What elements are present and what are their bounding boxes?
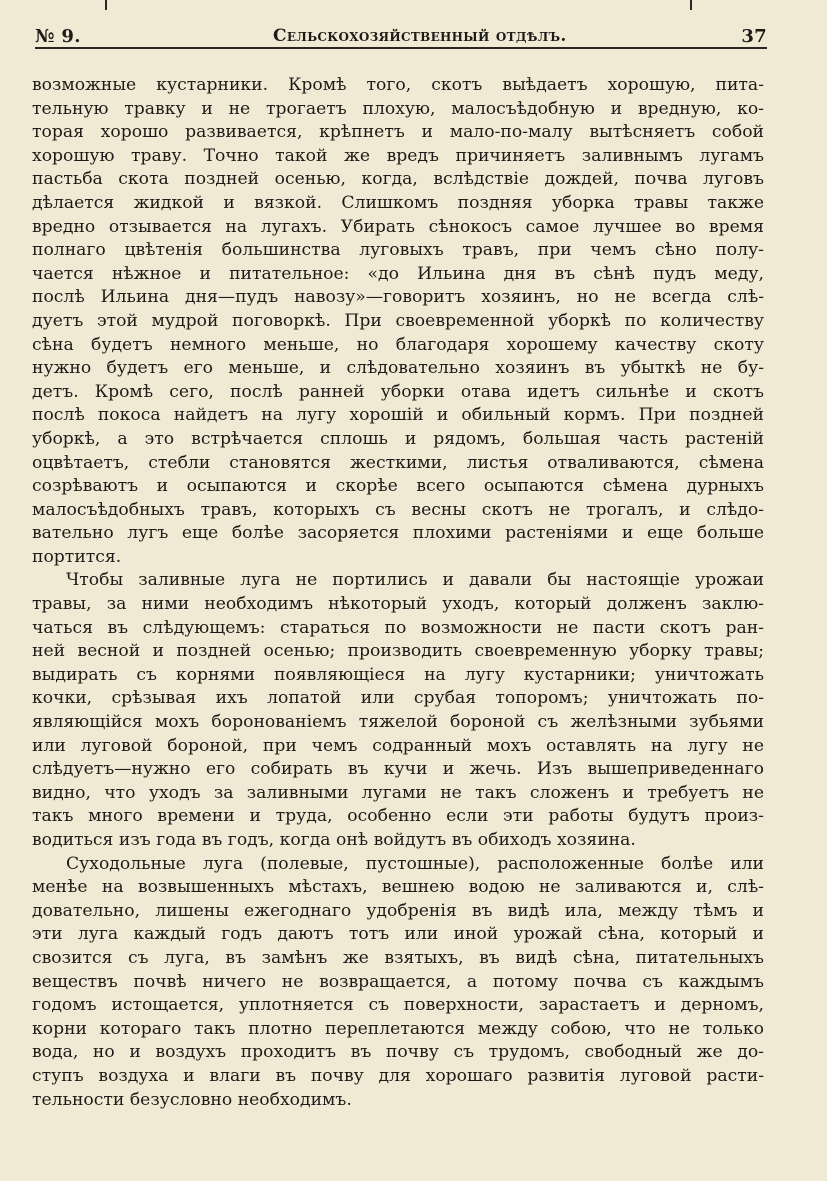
- text-line: созрѣваютъ и осыпаются и скорѣе всего осыпаются сѣмена дурныхъ: [32, 476, 764, 497]
- text-line: торая хорошо развивается, крѣпнетъ и мало-по-малу вытѣсняетъ собой: [32, 122, 764, 143]
- paragraph: [32, 74, 764, 569]
- text-line: чается нѣжное и питательное: «до Ильина дня въ сѣнѣ пудъ меду,: [32, 263, 764, 284]
- text-line: Чтобы заливные луга не портились и давали бы настоящіе урожаи: [66, 570, 764, 591]
- text-line: слѣдуетъ—нужно его собирать въ кучи и жечь. Изъ вышеприведеннаго: [32, 759, 764, 780]
- margin-mark: [690, 0, 692, 10]
- text-line: корни котораго такъ плотно переплетаются между собою, что не только: [32, 1018, 764, 1039]
- text-line: вредно отзывается на лугахъ. Убирать сѣнокосъ самое лучшее во время: [32, 216, 764, 237]
- text-line: детъ. Кромѣ сего, послѣ ранней уборки отава идетъ сильнѣе и скотъ: [32, 381, 764, 402]
- running-head: [35, 20, 767, 50]
- text-line: малосъѣдобныхъ травъ, которыхъ съ весны скотъ не трогалъ, и слѣдо-: [32, 499, 764, 520]
- text-line: выдирать съ корнями появляющіеся на лугу кустарники; уничтожать: [32, 664, 764, 685]
- text-line: нужно будетъ его меньше, и слѣдовательно хозяинъ въ убыткѣ не бу-: [32, 358, 764, 379]
- text-line: эти луга каждый годъ даютъ тотъ или иной урожай сѣна, который и: [32, 924, 764, 945]
- text-line: послѣ покоса найдетъ на лугу хорошій и обильный кормъ. При поздней: [32, 405, 764, 426]
- page-number: 37: [741, 26, 767, 47]
- text-line: вода, но и воздухъ проходитъ въ почву съ трудомъ, свободный же до-: [32, 1042, 764, 1063]
- text-line: довательно, лишены ежегоднаго удобренія въ видѣ ила, между тѣмъ и: [32, 900, 764, 921]
- text-line: травы, за ними необходимъ нѣкоторый уходъ, который долженъ заклю-: [32, 594, 764, 615]
- text-line: менѣе на возвышенныхъ мѣстахъ, вешнею водою не заливаются и, слѣ-: [32, 877, 764, 898]
- text-line: свозится съ луга, въ замѣнъ же взятыхъ, въ видѣ сѣна, питательныхъ: [32, 947, 764, 968]
- text-line: чаться въ слѣдующемъ: стараться по возможности не пасти скотъ ран-: [32, 617, 764, 638]
- text-line: кочки, срѣзывая ихъ лопатой или срубая топоромъ; уничтожать по-: [32, 688, 764, 709]
- text-line: послѣ Ильина дня—пудъ навозу»—говоритъ хозяинъ, но не всегда слѣ-: [32, 287, 764, 308]
- text-line: видно, что уходъ за заливными лугами не такъ сложенъ и требуетъ не: [32, 782, 764, 803]
- text-line: водиться изъ года въ годъ, когда онѣ войдутъ въ обиходъ хозяина.: [32, 830, 636, 850]
- text-line: веществъ почвѣ ничего не возвращается, а потому почва съ каждымъ: [32, 971, 764, 992]
- issue-number: № 9.: [35, 26, 81, 47]
- text-line: уборкѣ, а это встрѣчается сплошь и рядомъ, большая часть растеній: [32, 428, 764, 449]
- text-line: сѣна будетъ немного меньше, но благодаря хорошему качеству скоту: [32, 334, 764, 355]
- text-line: портится.: [32, 546, 122, 567]
- text-line: такъ много времени и труда, особенно если эти работы будутъ произ-: [32, 806, 764, 827]
- header-rule: [35, 47, 767, 49]
- text-line: являющійся мохъ боронованіемъ тяжелой бороной съ желѣзными зубьями: [32, 712, 764, 733]
- text-line: оцвѣтаетъ, стебли становятся жесткими, листья отваливаются, сѣмена: [32, 452, 764, 473]
- paragraph: [32, 569, 764, 852]
- section-title: Сельскохозяйственный отдѣлъ.: [273, 26, 567, 46]
- text-line: возможные кустарники. Кромѣ того, скотъ выѣдаетъ хорошую, пита-: [32, 75, 764, 95]
- text-line: пастьба скота поздней осенью, когда, вслѣдствіе дождей, почва луговъ: [32, 169, 764, 190]
- text-line: ней весной и поздней осенью; производить своевременную уборку травы;: [32, 641, 764, 662]
- text-line: тельности безусловно необходимъ.: [32, 1089, 352, 1110]
- margin-mark: [105, 0, 107, 10]
- text-line: полнаго цвѣтенія большинства луговыхъ травъ, при чемъ сѣно полу-: [32, 240, 764, 261]
- text-line: вательно лугъ еще болѣе засоряется плохими растеніями и еще больше: [32, 523, 764, 544]
- text-line: ступъ воздуха и влаги въ почву для хорошаго развитія луговой расти-: [32, 1065, 764, 1086]
- paragraph: [32, 853, 764, 1113]
- text-line: тельную травку и не трогаетъ плохую, малосъѣдобную и вредную, ко-: [32, 98, 764, 119]
- text-line: хорошую траву. Точно такой же вредъ причиняетъ заливнымъ лугамъ: [32, 145, 764, 166]
- text-line: годомъ истощается, уплотняется съ поверхности, зарастаетъ и дерномъ,: [32, 995, 764, 1016]
- body-text: [32, 74, 764, 1112]
- text-line: или луговой бороной, при чемъ содранный мохъ оставлять на лугу не: [32, 735, 764, 756]
- text-line: дуетъ этой мудрой поговоркѣ. При своевременной уборкѣ по количеству: [32, 310, 764, 331]
- text-line: Суходольные луга (полевые, пустошные), расположенные болѣе или: [66, 853, 764, 874]
- text-line: дѣлается жидкой и вязкой. Слишкомъ поздняя уборка травы также: [32, 192, 764, 213]
